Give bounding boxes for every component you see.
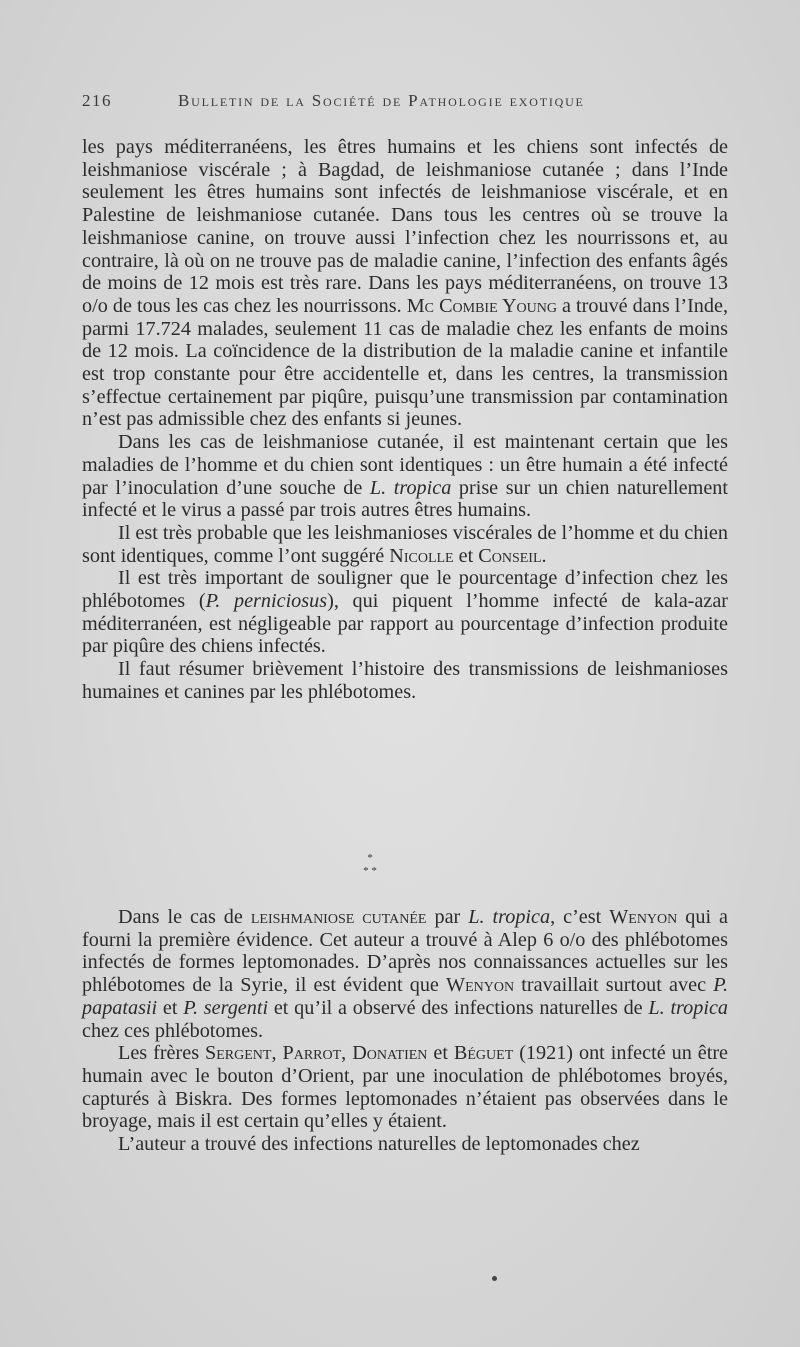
paragraph: Dans les cas de leishmaniose cutanée, il est maintenant certain que les maladies de l’homme et du chien sont identiques : un être humain a été infecté par l’inoculation d’une souche de L. tropica prise sur un chien naturellement infecté et le virus a passé par trois autres êtres humains. <box>82 431 728 522</box>
author-name: Wenyon <box>609 906 678 928</box>
page-number: 216 <box>82 91 112 110</box>
section-term: leishmaniose cutanée <box>250 906 427 928</box>
author-name: Conseil <box>478 544 542 567</box>
asterisk-bottom: * * <box>363 865 377 877</box>
paragraph: L’auteur a trouvé des infections naturelles de leptomonades chez <box>118 1133 640 1156</box>
body-text-section-1 <box>82 136 728 704</box>
body-text-section-2 <box>82 906 728 1156</box>
species-name: L. tropica <box>468 906 551 928</box>
species-name: P. sergenti <box>183 996 269 1019</box>
author-name: Wenyon <box>446 974 515 997</box>
section-separator <box>340 852 400 884</box>
paragraph: les pays méditerranéens, les êtres humains et les chiens sont infectés de leishmaniose viscérale ; à Bagdad, de leishmaniose cutanée ; dans l’Inde seulement les êtres humains sont infectés de leishmaniose viscérale, et en Palestine de leishmaniose cutanée. Dans tous les centres où se trouve la leishmaniose canine, on trouve aussi l’infection chez les nourrissons et, au contraire, là où on ne trouve pas de maladie canine, l’infection des enfants âgés de moins de 12 mois est très rare. Dans les pays méditerranéens, on trouve 13 o/o de tous les cas chez les nourrissons. Mc Combie Young a trouvé dans l’Inde, parmi 17.724 malades, seulement 11 cas de maladie chez les enfants de moins de 12 mois. La coïncidence de la distribution de la maladie canine et infantile est trop constante pour être accidentelle et, dans les centres, la transmission s’effectue certainement par piqûre, puisqu’une transmission par contamination n’est pas admissible chez des enfants si jeunes. <box>82 136 728 431</box>
author-name: Béguet <box>453 1042 514 1065</box>
running-title: Bulletin de la Société de Pathologie exotique <box>178 91 585 110</box>
author-name: Sergent <box>205 1042 272 1065</box>
paragraph: Il est très probable que les leishmanioses viscérales de l’homme et du chien sont identiques, comme l’ont suggéré Nicolle et Conseil. <box>82 521 728 567</box>
author-name: Parrot <box>282 1042 342 1065</box>
paragraph: Dans le cas de leishmaniose cutanée par L. tropica, c’est Wenyon qui a fourni la première évidence. Cet auteur a trouvé à Alep 6 o/o des phlébotomes infectés de formes leptomonades. D’après nos connaissances actuelles sur les phlébotomes de la Syrie, il est évident que Wenyon travaillait surtout avec P. papatasii et P. sergenti et qu’il a observé des infections naturelles de L. tropica chez ces phlébotomes. <box>82 906 729 1042</box>
asterisk-top: * <box>367 852 373 864</box>
page-header <box>82 91 722 119</box>
author-name: Nicolle <box>389 544 454 567</box>
author-name: Donatien <box>352 1042 428 1065</box>
species-name: L. tropica <box>648 996 729 1019</box>
print-speck <box>492 1276 497 1281</box>
paragraph: Il est très important de souligner que le pourcentage d’infection chez les phlébotomes (P. perniciosus), qui piquent l’homme infecté de kala-azar méditerranéen, est négligeable par rapport au pourcentage d’infection produite par piqûre des chiens infectés. <box>82 567 729 658</box>
species-name: L. tropica <box>369 476 452 499</box>
paragraph: Il faut résumer brièvement l’histoire des transmissions de leishmanioses humaines et canines par les phlébotomes. <box>82 658 728 703</box>
species-name: P. perniciosus <box>205 590 328 613</box>
paragraph: Les frères Sergent, Parrot, Donatien et Béguet (1921) ont infecté un être humain avec le bouton d’Orient, par une inoculation de phlébotomes broyés, capturés à Biskra. Des formes leptomonades n’étaient pas observées dans le broyage, mais il est certain qu’elles y étaient. <box>82 1042 729 1133</box>
author-name: Mc Combie Young <box>406 294 557 317</box>
species-name: P. papatasii <box>82 974 728 1019</box>
